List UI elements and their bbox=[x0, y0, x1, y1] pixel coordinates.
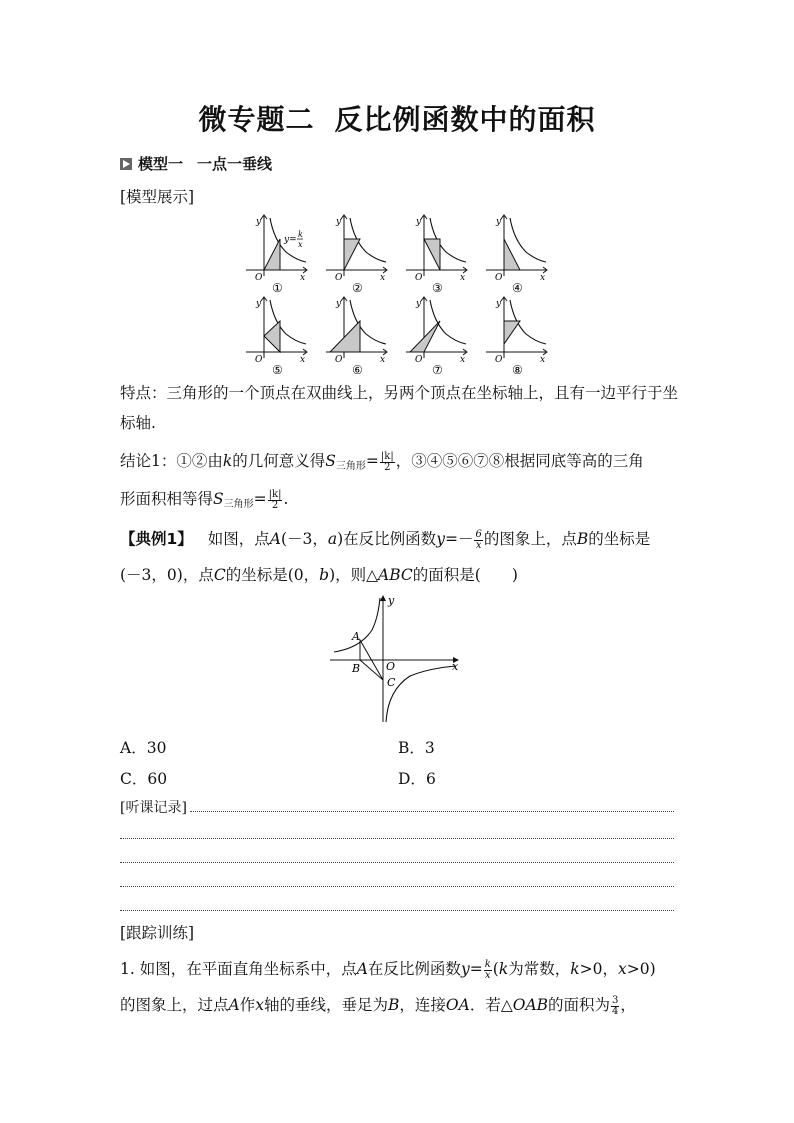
q1-line1 bbox=[120, 954, 680, 984]
model-figures bbox=[240, 212, 560, 374]
fraction-denominator: 2 bbox=[384, 461, 391, 473]
model-figure-5 bbox=[246, 297, 307, 374]
notes-line[interactable] bbox=[120, 838, 674, 839]
var-k: k bbox=[498, 960, 509, 978]
figure-number-label: ③ bbox=[432, 281, 443, 295]
model-figure-7 bbox=[406, 297, 467, 374]
q1-text: 的图象上，过点 bbox=[120, 996, 229, 1014]
figure-number-label: ⑦ bbox=[432, 363, 443, 374]
var-s: S bbox=[325, 452, 336, 470]
formula-label: y= bbox=[284, 235, 297, 245]
conclusion-line1 bbox=[120, 446, 680, 482]
fraction-numerator: |k| bbox=[268, 488, 282, 500]
shaded-triangle bbox=[264, 321, 280, 352]
conclusion-text-a: 结论1：①②由 bbox=[120, 452, 223, 470]
shaded-triangle bbox=[344, 239, 360, 270]
display-label: [模型展示] bbox=[120, 188, 195, 206]
figure-number-label: ⑤ bbox=[272, 363, 283, 374]
origin-label: O bbox=[495, 273, 503, 283]
notes-line[interactable] bbox=[120, 862, 674, 863]
choice-value: 6 bbox=[425, 770, 436, 788]
hyperbola-curve bbox=[430, 300, 466, 344]
example1-graph bbox=[320, 590, 470, 730]
notes-line[interactable] bbox=[190, 811, 674, 812]
example-text: (－3， bbox=[280, 530, 328, 548]
axis-label-y: y bbox=[336, 217, 342, 227]
segment-oa: OA bbox=[445, 996, 470, 1014]
origin-label: O bbox=[415, 273, 423, 283]
axis-label-x: x bbox=[380, 273, 386, 283]
example-text: 如图，点 bbox=[207, 530, 270, 548]
label-c: C bbox=[387, 676, 396, 689]
q1-text: 为常数， bbox=[508, 960, 571, 978]
model-label: 模型一 bbox=[138, 155, 184, 173]
figure-number-label: ⑧ bbox=[512, 363, 523, 374]
label-o: O bbox=[386, 660, 396, 673]
fraction-numerator: |k| bbox=[380, 450, 394, 462]
q1-text: 在反比例函数 bbox=[367, 960, 461, 978]
axis-label-y: y bbox=[496, 217, 502, 227]
equals-sign: = bbox=[365, 452, 379, 470]
model-figure-6 bbox=[326, 297, 387, 374]
formula-x: x bbox=[298, 240, 303, 249]
fraction-6-over-x bbox=[474, 530, 482, 551]
var-k: k bbox=[222, 452, 233, 470]
origin-label: O bbox=[255, 355, 263, 365]
figure-number-label: ② bbox=[352, 281, 363, 295]
axis-label-y: y bbox=[416, 217, 422, 227]
shaded-triangle bbox=[504, 239, 520, 270]
q1-line2 bbox=[120, 990, 680, 1020]
choice-d[interactable] bbox=[398, 767, 436, 789]
var-y: y bbox=[436, 530, 445, 548]
fraction-k-over-x bbox=[484, 960, 492, 981]
label-x: x bbox=[452, 660, 459, 673]
q1-text: ．若△ bbox=[469, 996, 513, 1014]
figure-number-label: ① bbox=[272, 281, 283, 295]
q1-text: 轴的垂线，垂足为 bbox=[263, 996, 388, 1014]
equals-sign: = bbox=[469, 960, 483, 978]
example-text: 的坐标是(0， bbox=[225, 566, 320, 584]
example-text: 的图象上，点 bbox=[483, 530, 577, 548]
notes-line[interactable] bbox=[120, 910, 674, 911]
origin-label: O bbox=[335, 355, 343, 365]
axis-label-x: x bbox=[460, 273, 466, 283]
shaded-triangle bbox=[504, 321, 520, 344]
shaded-triangle bbox=[330, 321, 360, 352]
q1-text: >0) bbox=[626, 960, 656, 978]
choice-b[interactable] bbox=[398, 736, 435, 758]
origin-label: O bbox=[255, 273, 263, 283]
axis-label-y: y bbox=[416, 299, 422, 309]
q1-text: 作 bbox=[239, 996, 256, 1014]
fraction-numerator: k bbox=[484, 958, 491, 970]
var-a: a bbox=[327, 530, 338, 548]
conclusion-text-b: 的几何意义得 bbox=[232, 452, 326, 470]
fraction-k-over-2 bbox=[380, 452, 395, 473]
figure-number-label: ④ bbox=[512, 281, 523, 295]
notes-label: [听课记录] bbox=[120, 800, 187, 816]
hyperbola-left-branch bbox=[334, 598, 380, 652]
hyperbola-curve bbox=[510, 218, 546, 262]
shaded-triangle bbox=[424, 239, 440, 270]
var-k: k bbox=[570, 960, 580, 978]
label-b: B bbox=[352, 662, 361, 675]
model-figure-1 bbox=[246, 215, 307, 295]
var-s: S bbox=[213, 490, 224, 508]
point-a: A bbox=[269, 530, 281, 548]
example-text: (－3，0)，点 bbox=[120, 566, 214, 584]
model-figure-3 bbox=[406, 215, 467, 295]
title-part1: 微专题二 bbox=[198, 103, 315, 136]
choice-letter: A． bbox=[120, 739, 147, 757]
var-b: b bbox=[319, 566, 330, 584]
point-b: B bbox=[576, 530, 589, 548]
q1-text: ( bbox=[492, 960, 499, 978]
axis-label-x: x bbox=[300, 355, 306, 365]
choice-letter: B． bbox=[398, 739, 425, 757]
formula-k: k bbox=[298, 230, 303, 239]
choice-a[interactable] bbox=[120, 736, 166, 758]
axis-label-x: x bbox=[460, 355, 466, 365]
notes-line[interactable] bbox=[120, 886, 674, 887]
example-text: 的坐标是 bbox=[588, 530, 651, 548]
point-b: B bbox=[388, 996, 400, 1014]
point-a: A bbox=[228, 996, 240, 1014]
point-c: C bbox=[213, 566, 226, 584]
axis-label-y: y bbox=[496, 299, 502, 309]
var-y: y bbox=[460, 960, 470, 978]
q1-text: 的面积为 bbox=[548, 996, 611, 1014]
triangle-abc: ABC bbox=[378, 566, 413, 584]
fraction-k-over-2 bbox=[268, 490, 283, 511]
example-text: )在反比例函数 bbox=[337, 530, 437, 548]
axis-label-y: y bbox=[256, 217, 262, 227]
fraction-numerator: 6 bbox=[475, 528, 482, 540]
axis-label-x: x bbox=[380, 355, 386, 365]
shaded-triangle bbox=[264, 239, 280, 270]
fraction-denominator: 4 bbox=[612, 1005, 619, 1017]
model-name: 一点一垂线 bbox=[197, 155, 273, 173]
point-a: A bbox=[356, 960, 368, 978]
choice-value: 3 bbox=[424, 739, 435, 757]
choice-value: 60 bbox=[147, 770, 168, 788]
title-part2: 反比例函数中的面积 bbox=[334, 103, 596, 136]
label-a: A bbox=[352, 630, 360, 643]
example-tag: 【典例1】 bbox=[120, 530, 193, 548]
subscript-triangle: 三角形 bbox=[223, 499, 254, 510]
choice-letter: D． bbox=[398, 770, 426, 788]
fraction-denominator: x bbox=[484, 969, 491, 981]
fraction-denominator: x bbox=[475, 539, 482, 551]
axis-label-x: x bbox=[300, 273, 306, 283]
q1-text: >0， bbox=[579, 960, 619, 978]
fraction-numerator: 3 bbox=[612, 994, 619, 1006]
figure-number-label: ⑥ bbox=[352, 363, 363, 374]
example-text: 的面积是( ) bbox=[412, 566, 518, 584]
fraction-3-over-4 bbox=[611, 996, 619, 1017]
label-y: y bbox=[388, 594, 395, 607]
axis-label-y: y bbox=[256, 299, 262, 309]
conclusion-line2 bbox=[120, 484, 680, 520]
origin-label: O bbox=[335, 273, 343, 283]
feature-text: 特点：三角形的一个顶点在双曲线上，另两个顶点在坐标轴上，且有一边平行于坐标轴. bbox=[120, 384, 679, 432]
q1-text: 1. 如图，在平面直角坐标系中，点 bbox=[120, 960, 357, 978]
axis-label-y: y bbox=[336, 299, 342, 309]
axis-label-x: x bbox=[540, 273, 546, 283]
equals-sign: = bbox=[253, 490, 267, 508]
page-title bbox=[0, 98, 794, 138]
choice-c[interactable] bbox=[120, 767, 167, 789]
var-x: x bbox=[255, 996, 264, 1014]
triangle-oab: OAB bbox=[512, 996, 549, 1014]
conclusion-text-d: 形面积相等得 bbox=[120, 490, 214, 508]
choice-value: 30 bbox=[146, 739, 167, 757]
conclusion-text-c: ，③④⑤⑥⑦⑧根据同底等高的三角 bbox=[395, 452, 644, 470]
play-triangle-icon bbox=[120, 158, 132, 170]
period: . bbox=[283, 490, 289, 508]
example1-line2 bbox=[120, 560, 680, 590]
var-x: x bbox=[618, 960, 627, 978]
origin-label: O bbox=[495, 355, 503, 365]
axis-label-x: x bbox=[540, 355, 546, 365]
example1-line1 bbox=[120, 524, 680, 554]
subscript-triangle: 三角形 bbox=[335, 461, 366, 472]
origin-label: O bbox=[415, 355, 423, 365]
q1-text: ，连接 bbox=[399, 996, 446, 1014]
model-heading bbox=[120, 153, 272, 174]
hyperbola-right-branch bbox=[386, 666, 456, 722]
model-figure-2 bbox=[326, 215, 387, 295]
equals-sign: =－ bbox=[444, 530, 474, 548]
shaded-triangle bbox=[410, 321, 440, 352]
example-text: )，则△ bbox=[329, 566, 379, 584]
q1-text: ， bbox=[620, 996, 636, 1014]
choice-letter: C． bbox=[120, 770, 148, 788]
model-figure-8 bbox=[486, 297, 547, 374]
fraction-denominator: 2 bbox=[271, 499, 279, 511]
training-label: [跟踪训练] bbox=[120, 924, 195, 942]
model-figure-4 bbox=[486, 215, 547, 295]
